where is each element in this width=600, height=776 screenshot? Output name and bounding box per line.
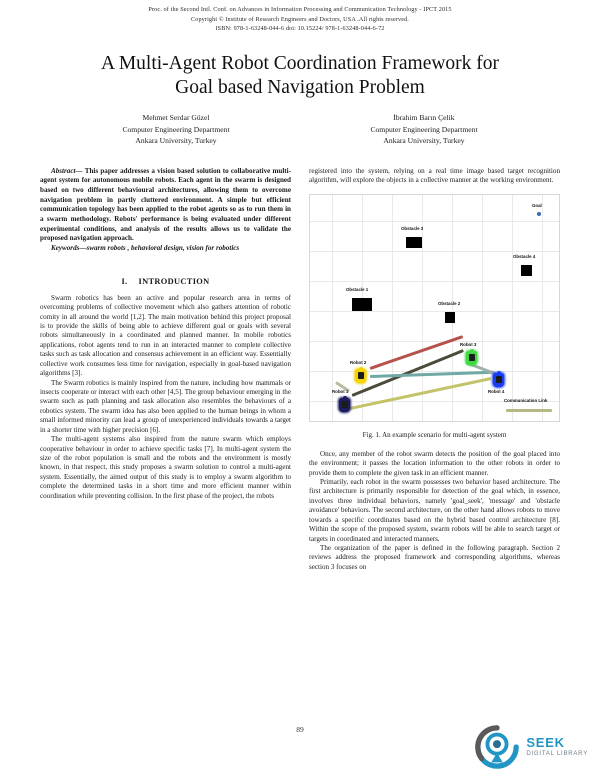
grid-line bbox=[482, 195, 483, 421]
obstacle-1-label: Obstacle 1 bbox=[346, 287, 369, 293]
grid-line bbox=[310, 281, 559, 282]
paragraph: Swarm robotics has been an active and popular research area in terms of overcoming problems of collective movement which also gathers attention of robotic comity in all around the world [1,2]. The main motivation behind this project proposal is to provide the skills of being able to achieve different goal or goals with several robots simultaneously in a coordinated and planned manner. In mobile robotics applications, robot agents tend to run in an interacted manner to complete collective tasks such as task allocation and consensus achievement in an efficient way. Essentially collective work consumes less time for navigation, especially in goal-based navigation algorithms [3]. bbox=[40, 293, 291, 378]
paragraph: The multi-agent systems also inspired from the nature swarm which employs cooperative behaviour in order to achieve specific tasks [7]. In multi-agent system the size of the robot population is small and the robots and the environment is mostly known, in that respect, this study proposes a swarm solution to control a multi-agent system. Essentially, the aimed output of this study is to employ a swarm algorithm to complete the determined tasks in a short time and more efficient manner within coordination while preventing collision. In the first phase of the project, the robots bbox=[40, 435, 291, 500]
obstacle-2-label: Obstacle 2 bbox=[438, 301, 461, 307]
robot-3 bbox=[466, 351, 477, 365]
obstacle-4-label: Obstacle 4 bbox=[513, 254, 536, 260]
paragraph: Primarily, each robot in the swarm possesses two behavior based architecture. The first architecture is primarily responsible for detection of the goal which, in essence, involves three individual behaviors, namely 'goal_seek', 'message' and 'obstacle avoidance' behaviors. The second architecture, on the other hand allows robots to move towards a specific coordinates based on the hybrid based control architecture [8]. Within the scope of the proposed system, swarm robots will be able to search target or targets in coordinated and interacted manners. bbox=[309, 477, 560, 543]
author-block-1 bbox=[52, 112, 300, 146]
author-block-2 bbox=[300, 112, 548, 146]
paragraph: The organization of the paper is defined in the following paragraph. Section 2 reviews address the proposed framework and corresponding algorithms, whereas section 3 focuses on bbox=[309, 543, 560, 571]
paragraph: The Swarm robotics is mainly inspired from the nature, including how mammals or insects cooperate or interact with each other [4,5]. The group behaviour emerging in the swarm such as path planning and task allocation also resembles the behaviours of a robotics system. The swarm idea has also been applied to the human beings in whom a small informed minority can lead a group of unexperienced individuals towards a target in a shorter time with higher precision [6]. bbox=[40, 378, 291, 434]
figure-caption: Fig. 1. An example scenario for multi-agent system bbox=[362, 431, 507, 440]
author-affiliation: Ankara University, Turkey bbox=[135, 136, 217, 146]
left-column bbox=[40, 167, 291, 573]
abstract-body: This paper addresses a vision based solution to collaborative multi-agent system for autonomous mobile robots. Each agent in the swarm is designed based on two different behavioural architectures, allowing them to overcome navigation problem in partly cluttered environment. A simple but efficient communication topology has been applied to the robot agents so as to run them in a swarm methodology. Robots' performance is being evaluated under different experimental conditions, and analysis of the results allows us to validate the proposed navigation approach. bbox=[40, 166, 291, 243]
grid-line bbox=[332, 195, 333, 421]
goal-marker-icon bbox=[537, 212, 541, 216]
robot-2-label: Robot 2 bbox=[350, 360, 367, 366]
obstacle-4 bbox=[521, 265, 532, 276]
goal-label: Goal bbox=[532, 203, 542, 209]
grid-line bbox=[310, 221, 559, 222]
section-number: I. bbox=[121, 276, 128, 286]
page-title bbox=[45, 52, 555, 100]
author-department: Computer Engineering Department bbox=[370, 124, 478, 134]
header-line-3: ISBN: 978-1-63248-044-6 doi: 10.15224/ 978-1-63248-044-6-72 bbox=[215, 25, 385, 33]
robot-1-label: Robot 1 bbox=[332, 389, 349, 395]
page-number: 89 bbox=[296, 725, 304, 734]
robot-2 bbox=[355, 369, 366, 383]
communication-link-olive bbox=[350, 377, 491, 409]
abstract-lead-label: Abstract— bbox=[51, 166, 85, 175]
robot-3-label: Robot 3 bbox=[460, 342, 477, 348]
seek-subtitle: DIGITAL LIBRARY bbox=[526, 750, 588, 758]
section-title: INTRODUCTION bbox=[138, 276, 210, 286]
grid-line bbox=[310, 341, 559, 342]
grid-line bbox=[310, 251, 559, 252]
header-line-2: Copyright © Institute of Research Engineers and Doctors, USA .All rights reserved. bbox=[191, 15, 409, 23]
header-line-1: Proc. of the Second Intl. Conf. on Advances in Information Processing and Communication Technology - IPCT 2015 bbox=[148, 6, 452, 13]
paragraph: registered into the system, relying on a real time image based target recognition algorithm, will explore the objects in a collective manner at the working environment. bbox=[309, 166, 560, 184]
obstacle-1 bbox=[352, 298, 372, 311]
communication-link-legend-swatch bbox=[506, 409, 552, 412]
obstacle-2 bbox=[445, 312, 455, 323]
conference-header bbox=[0, 0, 600, 34]
title-line-2: Goal based Navigation Problem bbox=[175, 76, 425, 98]
keywords-line: Keywords—swarm robots , behavioral design, vision for robotics bbox=[51, 244, 240, 253]
obstacle-3 bbox=[406, 237, 422, 248]
author-list bbox=[52, 112, 548, 146]
paragraph: Once, any member of the robot swarm detects the position of the goal placed into the environment; it passes the location information to the other robots in order to provide them to complete the given task in an efficient manner. bbox=[309, 449, 560, 477]
seek-name: SEEK bbox=[526, 735, 565, 751]
communication-link-legend-label: Communication Link bbox=[504, 398, 548, 404]
figure-canvas bbox=[309, 194, 560, 422]
section-heading-introduction bbox=[40, 276, 291, 287]
seek-digital-library-logo bbox=[474, 724, 588, 770]
grid-line bbox=[542, 195, 543, 421]
seek-wordmark bbox=[526, 736, 588, 757]
author-name: İbrahim Barın Çelik bbox=[393, 113, 455, 123]
robot-1 bbox=[339, 398, 350, 412]
grid-line bbox=[392, 195, 393, 421]
author-department: Computer Engineering Department bbox=[122, 124, 230, 134]
robot-4 bbox=[493, 373, 504, 387]
seek-mark-icon bbox=[474, 724, 520, 770]
right-column bbox=[309, 167, 560, 573]
robot-4-label: Robot 4 bbox=[488, 389, 505, 395]
author-name: Mehmet Serdar Güzel bbox=[142, 113, 210, 123]
author-affiliation: Ankara University, Turkey bbox=[383, 136, 465, 146]
figure-1 bbox=[309, 194, 560, 440]
grid-line bbox=[310, 311, 559, 312]
title-line-1: A Multi-Agent Robot Coordination Framework for bbox=[100, 52, 500, 74]
abstract-paragraph bbox=[40, 167, 291, 245]
body-columns bbox=[40, 167, 560, 573]
grid-line bbox=[512, 195, 513, 421]
obstacle-3-label: Obstacle 3 bbox=[401, 226, 424, 232]
